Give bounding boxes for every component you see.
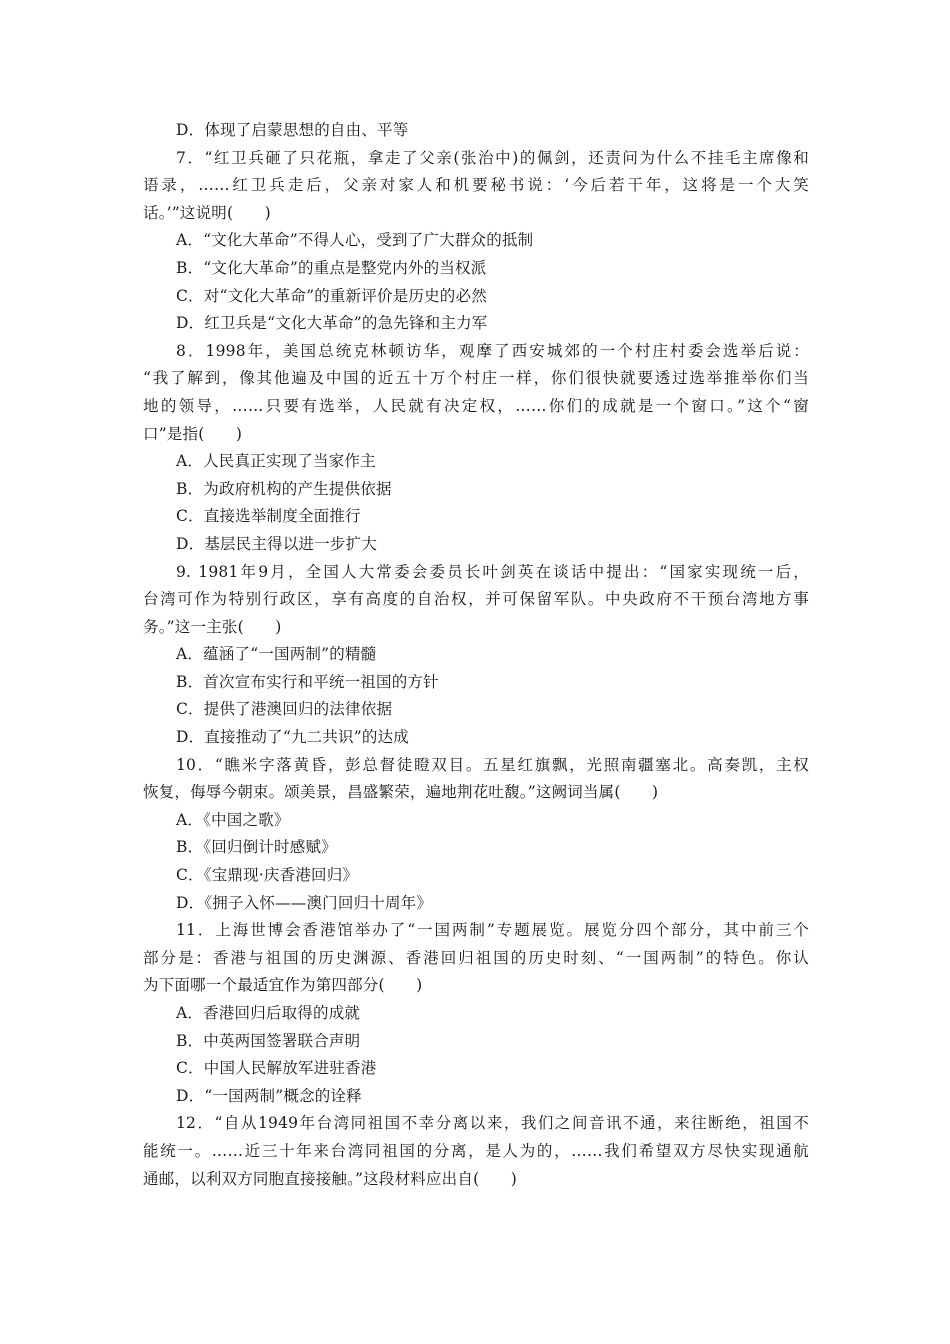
question-stem-line: 为下面哪一个最适宜作为第四部分( ) <box>143 976 423 995</box>
question-block <box>143 1110 809 1193</box>
question-stem-line: 能统一。……近三十年来台湾同祖国的分离，是人为的，……我们希望双方尽快实现通航 <box>143 1141 809 1160</box>
option-line: D．体现了启蒙思想的自由、平等 <box>176 121 409 139</box>
answer-option: B．中英两国签署联合声明 <box>176 1031 361 1050</box>
answer-option: A．《中国之歌》 <box>176 810 290 829</box>
answer-option: A．香港回归后取得的成就 <box>176 1004 361 1022</box>
question-stem-line: 通邮，以利双方同胞直接接触。”这段材料应出自( ) <box>143 1169 517 1188</box>
answer-option: A．人民真正实现了当家作主 <box>176 452 376 471</box>
question-stem-line: “我了解到，像其他遍及中国的近五十万个村庄一样，你们很快就要透过选举推举你们当 <box>143 369 809 388</box>
question-stem-first-line: 10．“瞧米字落黄昏，彭总督徒瞪双目。五星红旗飘，光照南疆塞北。高奏凯，主权 <box>176 755 809 774</box>
answer-option: C．中国人民解放军进驻香港 <box>176 1059 377 1078</box>
question-stem-line: 务。”这一主张( ) <box>143 617 282 636</box>
question-block <box>143 752 809 918</box>
answer-option: C．对“文化大革命”的重新评价是历史的必然 <box>176 286 487 305</box>
question-stem-first-line: 7．“红卫兵砸了只花瓶，拿走了父亲(张治中)的佩剑，还责问为什么不挂毛主席像和 <box>176 148 809 167</box>
answer-option: D．《拥子入怀——澳门回归十周年》 <box>176 893 433 912</box>
question-block <box>143 917 809 1110</box>
question-stem-line: 口”是指( ) <box>143 424 243 443</box>
question-block <box>143 338 809 559</box>
question-block <box>143 145 809 338</box>
answer-option: D．直接推动了“九二共识”的达成 <box>176 728 409 747</box>
question-stem-line: 恢复，侮辱今朝束。颂美景，昌盛繁荣，遍地荆花吐馥。”这阙词当属( ) <box>143 783 659 802</box>
question-stem-first-line: 9. 1981年9月，全国人大常委会委员长叶剑英在谈话中提出：“国家实现统一后， <box>176 562 809 581</box>
answer-option: B．为政府机构的产生提供依据 <box>176 479 392 498</box>
question-stem-first-line: 12．“自从1949年台湾同祖国不幸分离以来，我们之间音讯不通，来往断绝，祖国不 <box>176 1114 809 1133</box>
answer-option: D．红卫兵是“文化大革命”的急先锋和主力军 <box>176 314 488 333</box>
answer-option: A．“文化大革命”不得人心，受到了广大群众的抵制 <box>176 231 534 250</box>
question-stem-line: 话。’”这说明( ) <box>143 203 271 222</box>
answer-option: B．“文化大革命”的重点是整党内外的当权派 <box>176 258 487 277</box>
question-block <box>143 559 809 752</box>
question-stem-line: 地的领导，……只要有选举，人民就有决定权，……你们的成就是一个窗口。”这个“窗 <box>143 396 809 415</box>
answer-option: C．《宝鼎现·庆香港回归》 <box>176 866 359 885</box>
answer-option: D．“一国两制”概念的诠释 <box>176 1086 362 1105</box>
question-stem-line: 部分是：香港与祖国的历史渊源、香港回归祖国的历史时刻、“一国两制”的特色。你认 <box>143 948 809 967</box>
question-stem-first-line: 8．1998年，美国总统克林顿访华，观摩了西安城郊的一个村庄村委会选举后说： <box>176 341 809 360</box>
answer-option: B．《回归倒计时感赋》 <box>176 838 337 857</box>
answer-option: C．直接选举制度全面推行 <box>176 507 361 526</box>
answer-option: C．提供了港澳回归的法律依据 <box>176 700 393 719</box>
answer-option: A．蕴涵了“一国两制”的精髓 <box>176 645 377 664</box>
question-stem-line: 台湾可作为特别行政区，享有高度的自治权，并可保留军队。中央政府不干预台湾地方事 <box>143 590 809 609</box>
question-stem-line: 语录，……红卫兵走后，父亲对家人和机要秘书说：‘今后若干年，这将是一个大笑 <box>143 176 809 195</box>
document-page <box>143 117 809 1193</box>
question-stem-first-line: 11．上海世博会香港馆举办了“一国两制”专题展览。展览分四个部分，其中前三个 <box>176 921 809 940</box>
question-list <box>143 145 809 1194</box>
answer-option: D．基层民主得以进一步扩大 <box>176 534 378 553</box>
answer-option: B．首次宣布实行和平统一祖国的方针 <box>176 672 439 691</box>
